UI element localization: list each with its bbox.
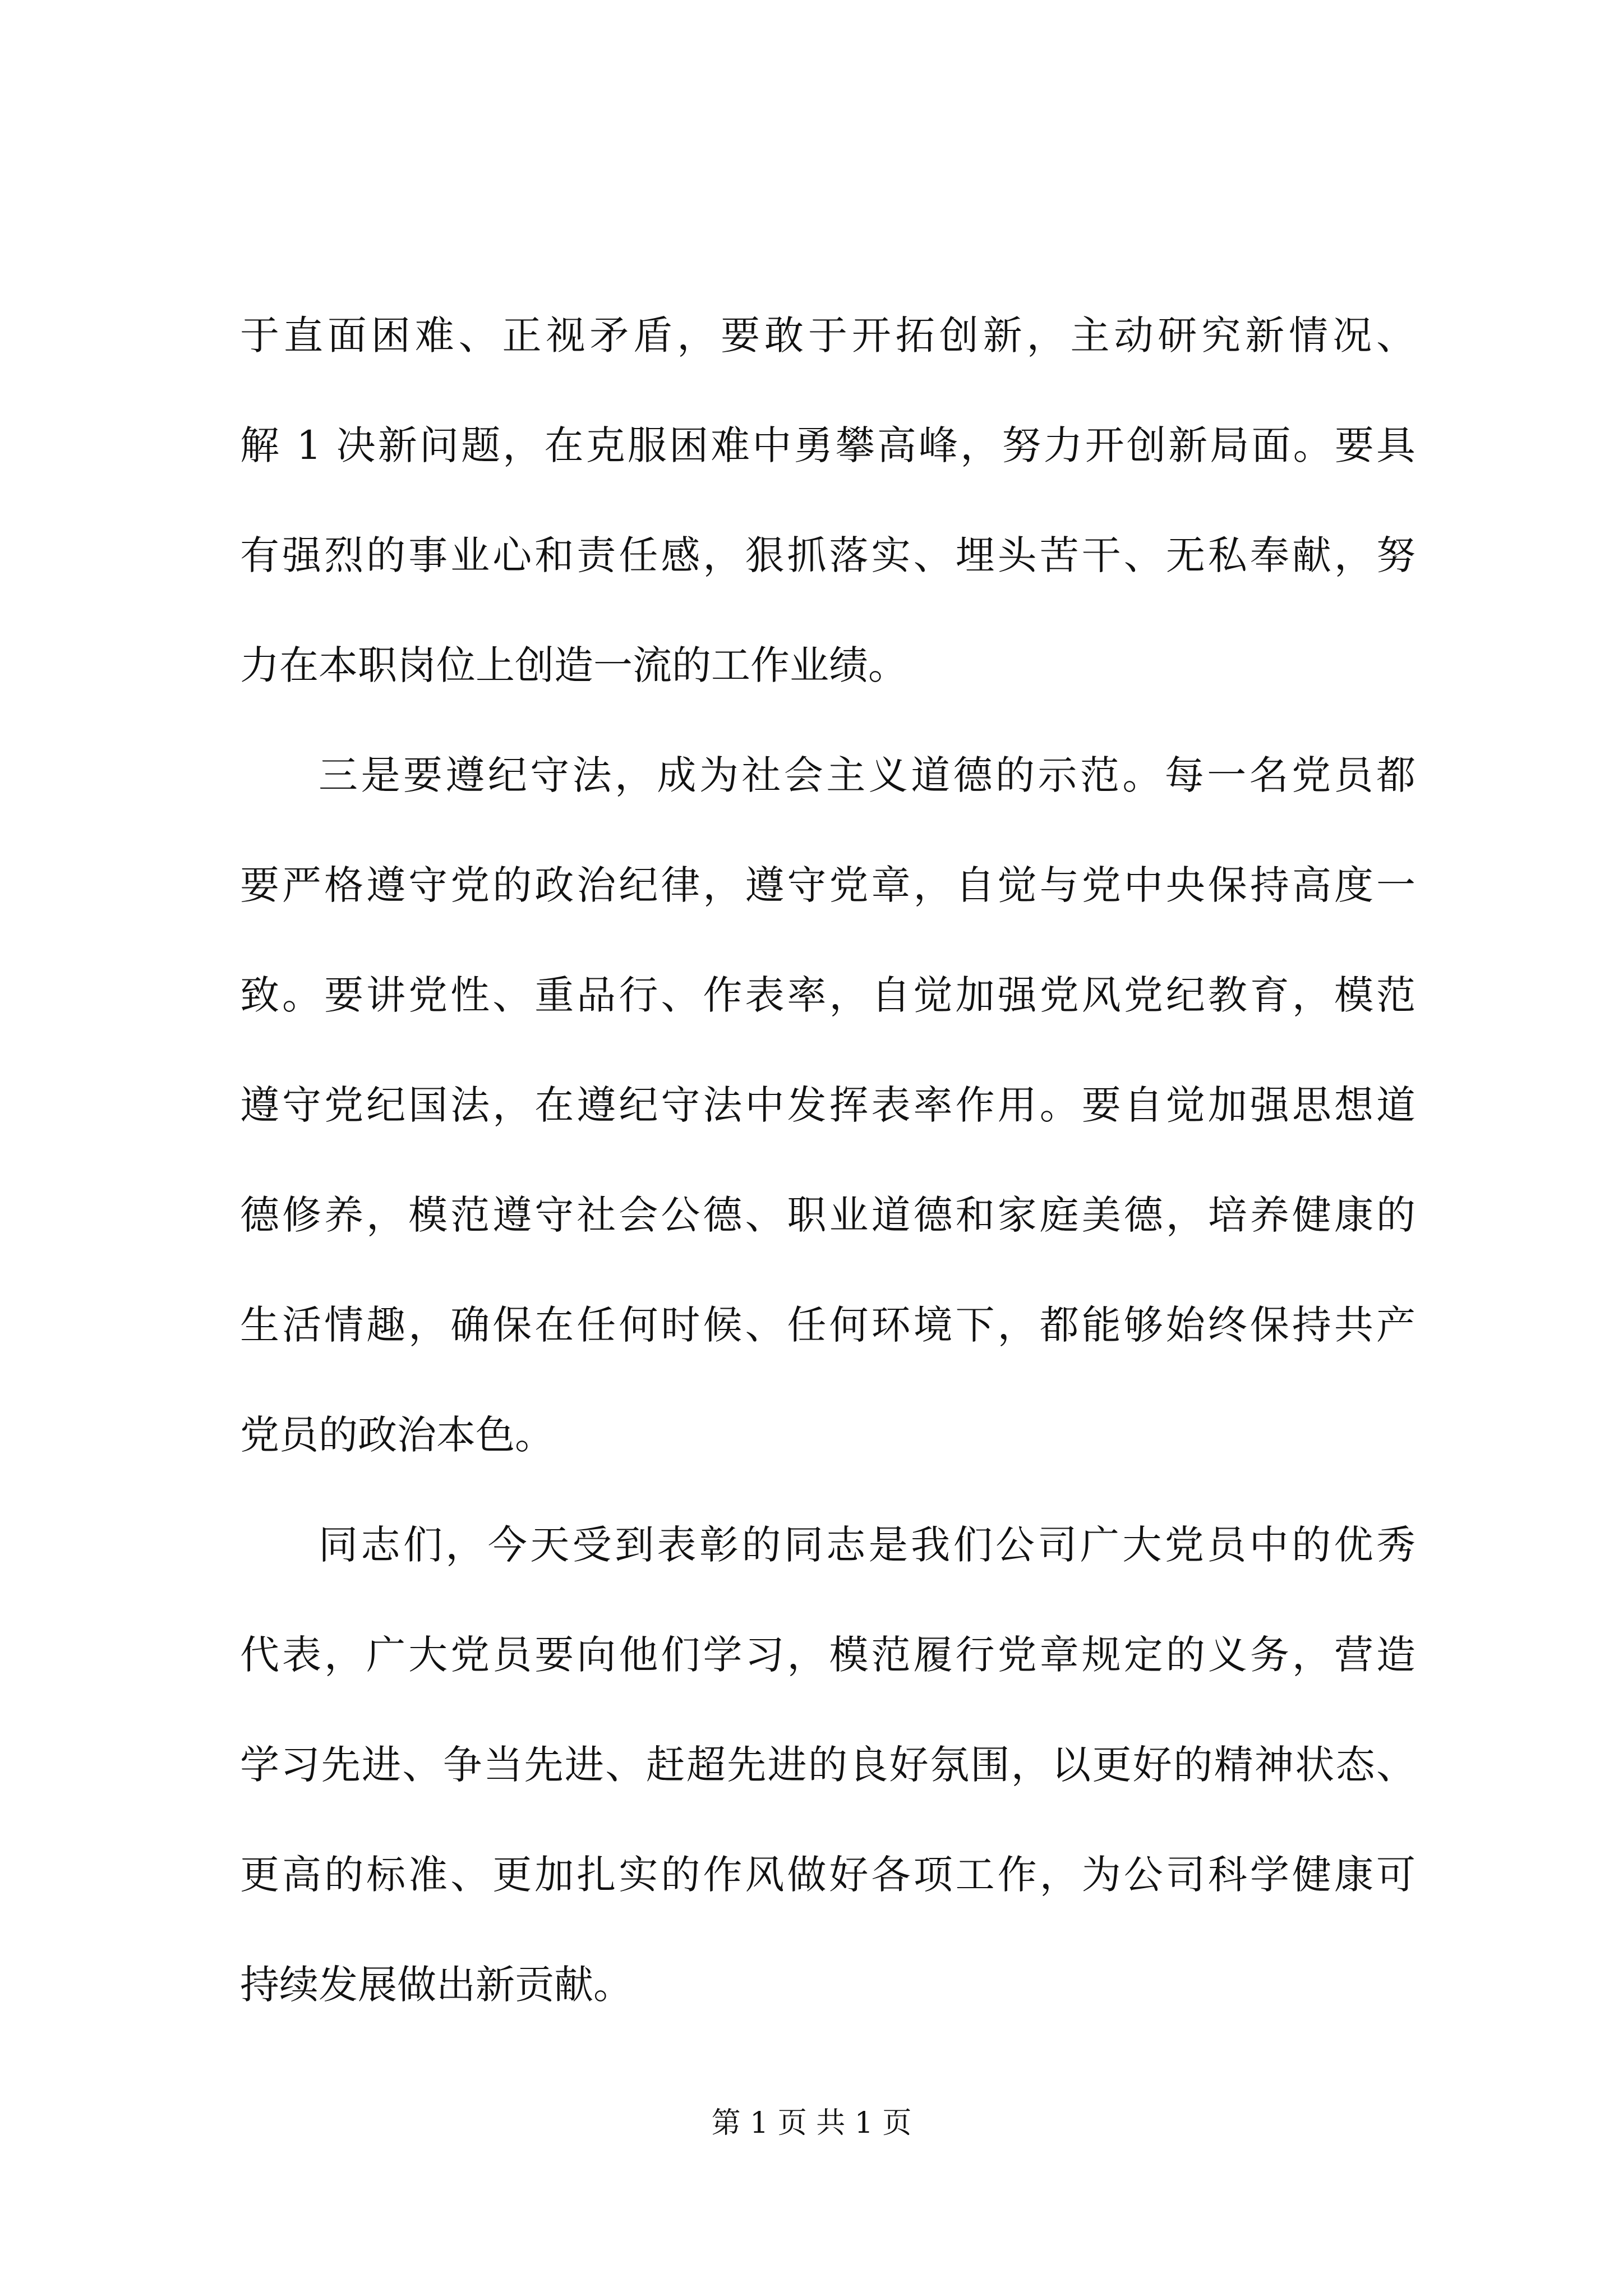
text-line: 更高的标准、更加扎实的作风做好各项工作，为公司科学健康可	[240, 1852, 1415, 1898]
text-line: 三是要遵纪守法，成为社会主义道德的示范。每一名党员都	[319, 752, 1415, 798]
document-body	[240, 280, 1415, 2040]
text-line: 生活情趣，确保在任何时候、任何环境下，都能够始终保持共产	[240, 1302, 1415, 1348]
paragraph-1	[240, 280, 1415, 720]
text-line: 有强烈的事业心和责任感，狠抓落实、埋头苦干、无私奉献，努	[240, 532, 1415, 578]
page-footer: 第 1 页 共 1 页	[711, 2106, 912, 2140]
text-line: 遵守党纪国法，在遵纪守法中发挥表率作用。要自觉加强思想道	[240, 1082, 1415, 1128]
text-line: 学习先进、争当先进、赶超先进的良好氛围，以更好的精神状态、	[240, 1742, 1415, 1788]
text-line: 德修养，模范遵守社会公德、职业道德和家庭美德，培养健康的	[240, 1192, 1415, 1238]
text-line: 致。要讲党性、重品行、作表率，自觉加强党风党纪教育，模范	[240, 972, 1415, 1018]
text-line: 持续发展做出新贡献。	[240, 1962, 633, 2008]
paragraph-2	[240, 720, 1415, 1490]
text-line: 力在本职岗位上创造一流的工作业绩。	[240, 642, 907, 688]
text-line: 党员的政治本色。	[240, 1412, 554, 1458]
text-line: 代表，广大党员要向他们学习，模范履行党章规定的义务，营造	[240, 1632, 1415, 1678]
text-line: 同志们，今天受到表彰的同志是我们公司广大党员中的优秀	[319, 1522, 1415, 1568]
paragraph-3	[240, 1490, 1415, 2040]
text-line: 要严格遵守党的政治纪律，遵守党章，自觉与党中央保持高度一	[240, 862, 1415, 908]
text-line: 于直面困难、正视矛盾，要敢于开拓创新，主动研究新情况、	[240, 312, 1415, 358]
text-line: 解 1 决新问题，在克服困难中勇攀高峰，努力开创新局面。要具	[240, 422, 1415, 468]
